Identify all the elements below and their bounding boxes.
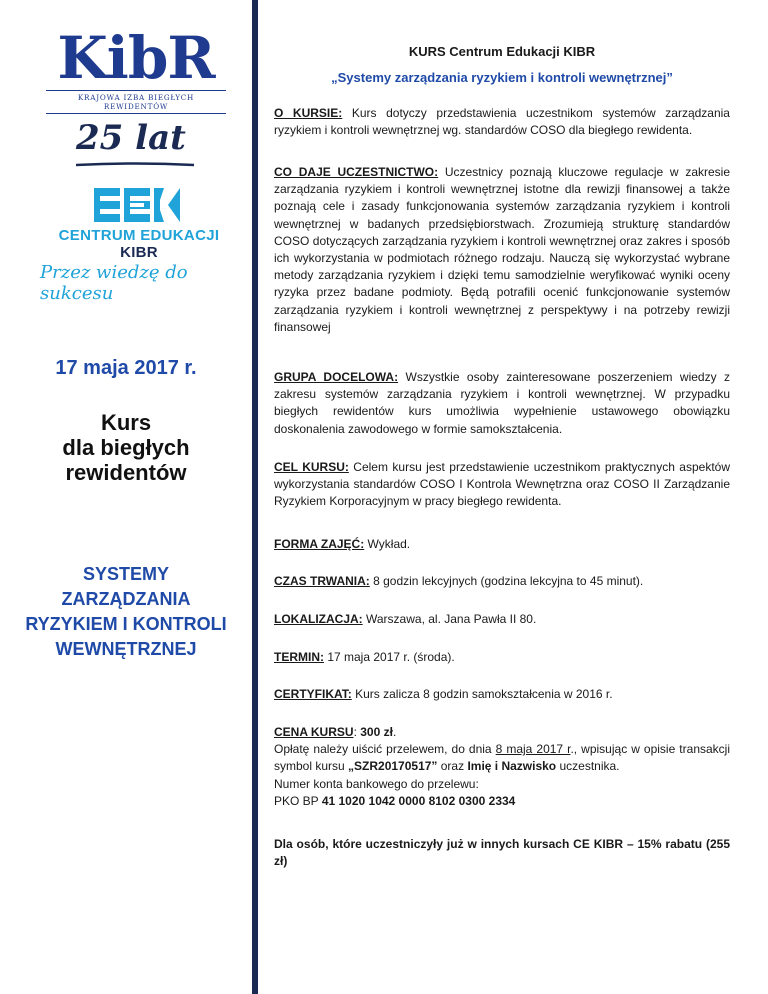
- kibr-logo-word: KibR: [57, 24, 215, 92]
- course-audience-title: [0, 410, 252, 485]
- section-lokalizacja: [274, 611, 730, 628]
- course-date: 17 maja 2017 r.: [55, 357, 197, 379]
- section-label: CEL KURSU:: [274, 460, 349, 474]
- section-label: O KURSIE:: [274, 106, 343, 120]
- cek-motto: Przez wiedzę do sukcesu: [40, 262, 188, 304]
- header-subtitle: „Systemy zarządzania ryzykiem i kontroli wewnętrznej”: [331, 70, 673, 85]
- topic-line: ZARZĄDZANIA: [61, 589, 191, 609]
- anniversary-text: 25 lat: [76, 118, 186, 158]
- vertical-divider: [252, 0, 258, 994]
- section-label: FORMA ZAJĘĆ:: [274, 537, 365, 551]
- price-value: 300 zł: [360, 725, 393, 739]
- section-label: TERMIN:: [274, 650, 324, 664]
- payment-text: ., wpisując w opisie transakcji symbol kursu: [274, 742, 730, 774]
- bank-name: PKO BP: [274, 793, 322, 808]
- section-label: CENA KURSU: [274, 725, 354, 739]
- cek-name-part2: KIBR: [120, 244, 158, 261]
- section-text: 8 godzin lekcyjnych (godzina lekcyjna to 45 minut).: [369, 574, 644, 588]
- anniversary-mark: [76, 118, 186, 158]
- section-certyfikat: [274, 686, 730, 703]
- course-title-line: Kurs: [100, 410, 152, 435]
- account-label: Numer konta bankowego do przelewu:: [274, 776, 479, 791]
- cek-name: [54, 227, 224, 261]
- section-text: Celem kursu jest przedstawienie uczestnikom praktycznych aspektów wykorzystania standardów COSO I Kontrola Wewnętrzna oraz COSO II Zarządzanie Ryzykiem Korporacyjnym w pracy biegłego rewidenta.: [274, 460, 730, 509]
- section-o-kursie: [274, 105, 730, 139]
- kibr-logo: [46, 24, 226, 114]
- left-column: [0, 0, 252, 994]
- price-colon: :: [353, 725, 361, 739]
- section-label: CO DAJE UCZESTNICTWO:: [274, 165, 439, 179]
- section-cena: [274, 724, 730, 810]
- cek-name-part1: CENTRUM EDUKACJI: [58, 227, 220, 244]
- topic-line: SYSTEMY: [82, 564, 170, 584]
- section-text: Uczestnicy poznają kluczowe regulacje w zakresie zarządzania ryzykiem i kontroli wewnętrznej istotne dla rewizji finansowej a także poznają cele i zasady funkcjonowania systemów zarządzania ryzykiem i kontroli wewnętrznej w badanych przedsiębiorstwach. Zrozumieją strukturę standardów COSO dotyczących zarządzania ryzykiem i kontroli wewnętrznej oraz zakres i sposób ich wykorzystania w podmiotach różnego rodzaju. Nauczą się wykorzystać wybrane metody zarządzania ryzykiem i dzięki temu samodzielnie weryfikować wyniki oceny ryzyka przez badane podmioty. Będą potrafili ocenić funkcjonowanie systemów zarządzania ryzykiem i kontroli wewnętrznej z perspektywy i na potrzeby rewizji finansowej: [274, 165, 730, 334]
- topic-line: RYZYKIEM I KONTROLI: [25, 614, 227, 634]
- section-label: CERTYFIKAT:: [274, 687, 352, 701]
- kibr-logo-subtitle: KRAJOWA IZBA BIEGŁYCH REWIDENTÓW: [46, 90, 226, 114]
- account-number: 41 1020 1042 0000 8102 0300 2334: [321, 793, 516, 808]
- payment-text: oraz: [437, 759, 468, 774]
- payment-text: Opłatę należy uiścić przelewem, do dnia: [274, 742, 496, 757]
- section-termin: [274, 649, 730, 666]
- course-symbol: „SZR20170517”: [348, 759, 438, 774]
- section-grupa: [274, 369, 730, 438]
- anniversary-underline: [76, 162, 196, 168]
- section-text: Kurs zalicza 8 godzin samokształcenia w 2016 r.: [351, 687, 613, 701]
- participant-name-note: Imię i Nazwisko: [467, 759, 557, 774]
- section-forma: [274, 536, 730, 553]
- course-title-line: dla biegłych: [62, 435, 190, 460]
- topic-line: WEWNĘTRZNEJ: [55, 639, 197, 659]
- section-text: Warszawa, al. Jana Pawła II 80.: [362, 612, 537, 626]
- section-text: Wszystkie osoby zainteresowane poszerzeniem wiedzy z zakresu systemów zarządzania ryzykiem i kontroli wewnętrznej. W przypadku biegłych rewidentów kurs umożliwia wypełnienie ustawowego obowiązku doskonalenia zawodowego w formie samokształcenia.: [274, 370, 730, 436]
- price-dot: .: [392, 725, 397, 739]
- cek-logo-icon: [94, 188, 184, 222]
- section-text: 17 maja 2017 r. (środa).: [324, 650, 455, 664]
- section-label: GRUPA DOCELOWA:: [274, 370, 399, 384]
- section-cel: [274, 459, 730, 511]
- section-label: LOKALIZACJA:: [274, 612, 363, 626]
- course-title-line: rewidentów: [65, 460, 187, 485]
- course-topic: [0, 562, 252, 662]
- payment-text: uczestnika.: [556, 759, 620, 774]
- section-czas: [274, 573, 730, 590]
- header-title: KURS Centrum Edukacji KIBR: [408, 44, 596, 59]
- section-text: Kurs dotyczy przedstawienia uczestnikom systemów zarządzania ryzykiem i kontroli wewnętrznej wg. standardów COSO dla biegłego rewidenta.: [274, 106, 730, 138]
- section-text: Wykład.: [364, 537, 411, 551]
- discount-note: Dla osób, które uczestniczyły już w innych kursach CE KIBR – 15% rabatu (255 zł): [274, 837, 730, 869]
- section-co-daje: [274, 164, 730, 336]
- payment-deadline: 8 maja 2017 r: [495, 742, 571, 757]
- section-label: CZAS TRWANIA:: [274, 574, 370, 588]
